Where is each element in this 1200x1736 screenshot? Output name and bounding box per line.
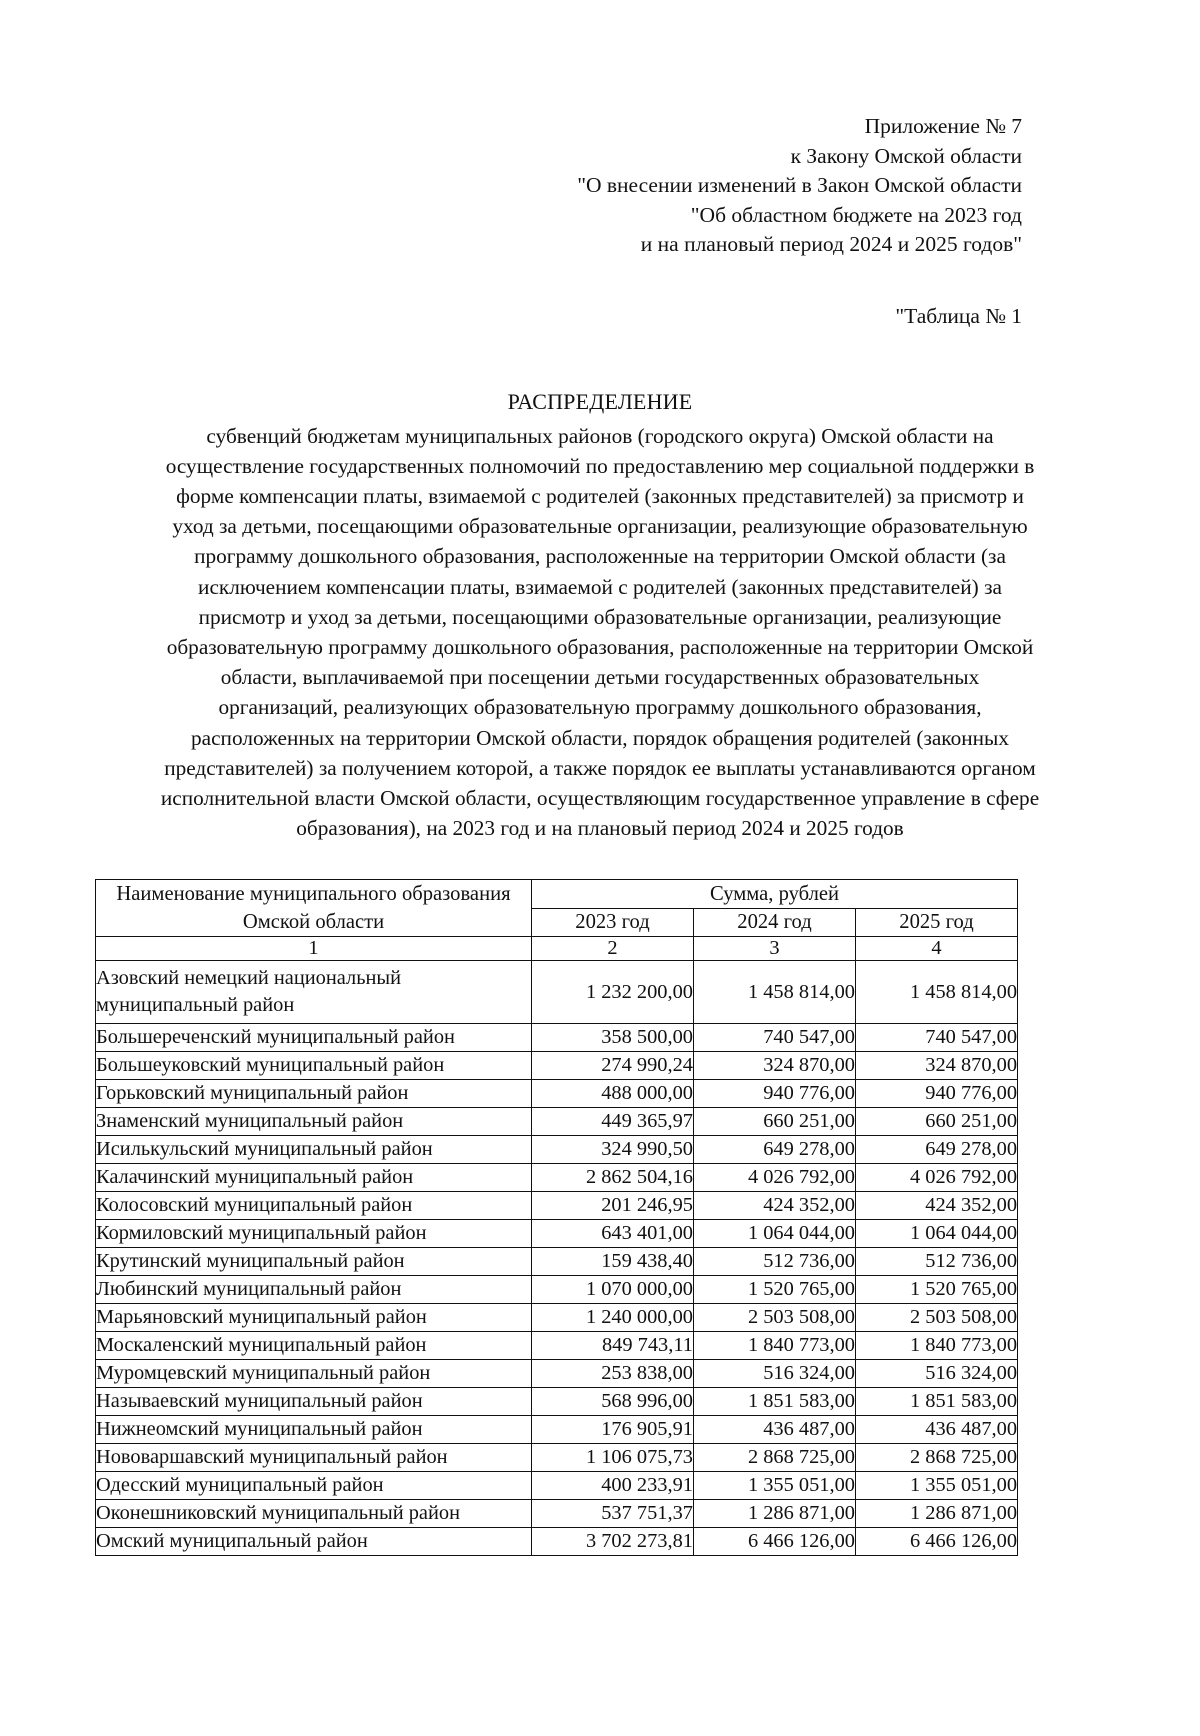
- cell-amount-2023: 3 702 273,81: [532, 1528, 694, 1556]
- cell-amount-2024: 6 466 126,00: [694, 1528, 856, 1556]
- body-paragraph-line: исключением компенсации платы, взимаемой с родителей (законных представителей) за: [198, 574, 1002, 599]
- cell-amount-2024: 649 278,00: [694, 1136, 856, 1164]
- cell-municipality-name: Оконешниковский муниципальный район: [96, 1500, 532, 1528]
- cell-municipality-name: Муромцевский муниципальный район: [96, 1360, 532, 1388]
- cell-amount-2025: 1 851 583,00: [856, 1388, 1018, 1416]
- cell-amount-2024: 1 286 871,00: [694, 1500, 856, 1528]
- cell-amount-2025: 1 840 773,00: [856, 1332, 1018, 1360]
- cell-amount-2023: 400 233,91: [532, 1472, 694, 1500]
- body-paragraph-line: расположенных на территории Омской области, порядок обращения родителей (законных: [191, 725, 1009, 750]
- cell-amount-2024: 940 776,00: [694, 1080, 856, 1108]
- distribution-table: [95, 879, 1018, 1556]
- header-year-2025: 2025 год: [856, 908, 1018, 937]
- cell-municipality-name: Большеуковский муниципальный район: [96, 1052, 532, 1080]
- body-paragraph-line: образования), на 2023 год и на плановый период 2024 и 2025 годов: [296, 816, 904, 841]
- cell-amount-2024: 1 064 044,00: [694, 1220, 856, 1248]
- table-row: [96, 1080, 1018, 1108]
- appendix-header: [0, 0, 1200, 260]
- cell-amount-2025: 512 736,00: [856, 1248, 1018, 1276]
- table-row: [96, 1024, 1018, 1052]
- cell-amount-2023: 2 862 504,16: [532, 1164, 694, 1192]
- cell-amount-2023: 643 401,00: [532, 1220, 694, 1248]
- cell-amount-2024: 4 026 792,00: [694, 1164, 856, 1192]
- body-paragraph-line: организаций, реализующих образовательную программу дошкольного образования,: [218, 695, 982, 720]
- cell-amount-2024: 512 736,00: [694, 1248, 856, 1276]
- cell-amount-2025: 324 870,00: [856, 1052, 1018, 1080]
- table-row: [96, 1304, 1018, 1332]
- cell-amount-2024: 740 547,00: [694, 1024, 856, 1052]
- cell-amount-2025: 1 520 765,00: [856, 1276, 1018, 1304]
- cell-municipality-name: Колосовский муниципальный район: [96, 1192, 532, 1220]
- cell-amount-2025: 649 278,00: [856, 1136, 1018, 1164]
- appendix-header-line: "О внесении изменений в Закон Омской области: [577, 173, 1022, 197]
- cell-amount-2024: 2 503 508,00: [694, 1304, 856, 1332]
- body-paragraph-line: осуществление государственных полномочий по предоставлению мер социальной поддержки в: [165, 453, 1035, 478]
- cell-amount-2024: 516 324,00: [694, 1360, 856, 1388]
- cell-municipality-name: Горьковский муниципальный район: [96, 1080, 532, 1108]
- cell-municipality-name: Большереченский муниципальный район: [96, 1024, 532, 1052]
- cell-municipality-name: Любинский муниципальный район: [96, 1276, 532, 1304]
- cell-amount-2023: 1 240 000,00: [532, 1304, 694, 1332]
- cell-amount-2023: 1 232 200,00: [532, 961, 694, 1024]
- cell-amount-2023: 159 438,40: [532, 1248, 694, 1276]
- table-header-row-1: [96, 880, 1018, 909]
- cell-amount-2024: 1 840 773,00: [694, 1332, 856, 1360]
- cell-amount-2025: 660 251,00: [856, 1108, 1018, 1136]
- table-column-numbering-row: [96, 937, 1018, 961]
- cell-amount-2025: 2 868 725,00: [856, 1444, 1018, 1472]
- table-row: [96, 1276, 1018, 1304]
- table-row: [96, 1332, 1018, 1360]
- cell-amount-2023: 849 743,11: [532, 1332, 694, 1360]
- body-paragraph-line: субвенций бюджетам муниципальных районов (городского округа) Омской области на: [206, 423, 994, 448]
- body-paragraph-line: исполнительной власти Омской области, осуществляющим государственное управление в сфере: [160, 785, 1040, 810]
- cell-municipality-name: Кормиловский муниципальный район: [96, 1220, 532, 1248]
- cell-municipality-name: Калачинский муниципальный район: [96, 1164, 532, 1192]
- table-head: [96, 880, 1018, 961]
- cell-amount-2024: 324 870,00: [694, 1052, 856, 1080]
- cell-amount-2025: 424 352,00: [856, 1192, 1018, 1220]
- column-number-2: 2: [532, 937, 694, 961]
- cell-amount-2023: 358 500,00: [532, 1024, 694, 1052]
- page-title: РАСПРЕДЕЛЕНИЕ: [507, 388, 693, 414]
- table-row: [96, 1136, 1018, 1164]
- column-number-3: 3: [694, 937, 856, 961]
- distribution-table-wrapper: [0, 879, 1200, 1556]
- column-number-1: 1: [96, 937, 532, 961]
- cell-amount-2023: 568 996,00: [532, 1388, 694, 1416]
- table-row: [96, 1528, 1018, 1556]
- cell-amount-2025: 436 487,00: [856, 1416, 1018, 1444]
- table-row: [96, 1052, 1018, 1080]
- appendix-header-line: "Об областном бюджете на 2023 год: [690, 202, 1022, 227]
- table-body: [96, 961, 1018, 1556]
- cell-municipality-name: Марьяновский муниципальный район: [96, 1304, 532, 1332]
- cell-amount-2023: 253 838,00: [532, 1360, 694, 1388]
- cell-amount-2025: 1 355 051,00: [856, 1472, 1018, 1500]
- appendix-header-line: Приложение № 7: [864, 114, 1022, 138]
- header-year-2023: 2023 год: [532, 908, 694, 937]
- cell-municipality-name: Нововаршавский муниципальный район: [96, 1444, 532, 1472]
- body-paragraph-line: программу дошкольного образования, расположенные на территории Омской области (за: [194, 544, 1006, 569]
- table-row: [96, 1220, 1018, 1248]
- cell-municipality-name: Омский муниципальный район: [96, 1528, 532, 1556]
- cell-amount-2023: 488 000,00: [532, 1080, 694, 1108]
- table-label: "Таблица № 1: [895, 303, 1022, 328]
- cell-amount-2025: 740 547,00: [856, 1024, 1018, 1052]
- cell-amount-2023: 324 990,50: [532, 1136, 694, 1164]
- table-row: [96, 1472, 1018, 1500]
- body-paragraph-line: образовательную программу дошкольного образования, расположенные на территории Омской: [166, 634, 1034, 659]
- cell-amount-2024: 1 355 051,00: [694, 1472, 856, 1500]
- cell-amount-2025: 4 026 792,00: [856, 1164, 1018, 1192]
- cell-municipality-name: Москаленский муниципальный район: [96, 1332, 532, 1360]
- cell-municipality-name: Нижнеомский муниципальный район: [96, 1416, 532, 1444]
- cell-amount-2024: 1 851 583,00: [694, 1388, 856, 1416]
- table-row: [96, 1416, 1018, 1444]
- cell-municipality-name: Называевский муниципальный район: [96, 1388, 532, 1416]
- cell-amount-2025: 516 324,00: [856, 1360, 1018, 1388]
- table-row: [96, 1388, 1018, 1416]
- cell-amount-2025: 1 458 814,00: [856, 961, 1018, 1024]
- cell-municipality-name: Азовский немецкий национальный муниципальный район: [96, 961, 532, 1024]
- cell-amount-2023: 1 070 000,00: [532, 1276, 694, 1304]
- table-row: [96, 1164, 1018, 1192]
- body-paragraph-line: уход за детьми, посещающими образовательные организации, реализующие образовательную: [172, 514, 1028, 539]
- cell-amount-2024: 1 520 765,00: [694, 1276, 856, 1304]
- body-paragraph-line: форме компенсации платы, взимаемой с родителей (законных представителей) за присмотр и: [176, 483, 1024, 508]
- body-paragraph: [145, 421, 1055, 844]
- table-row: [96, 1108, 1018, 1136]
- table-row: [96, 1444, 1018, 1472]
- cell-amount-2025: 1 064 044,00: [856, 1220, 1018, 1248]
- table-row: [96, 1192, 1018, 1220]
- table-row: [96, 1360, 1018, 1388]
- cell-amount-2025: 1 286 871,00: [856, 1500, 1018, 1528]
- appendix-header-line: к Закону Омской области: [790, 143, 1022, 168]
- appendix-header-line: и на плановый период 2024 и 2025 годов": [640, 232, 1022, 256]
- table-row: [96, 1500, 1018, 1528]
- header-sum-group: Сумма, рублей: [532, 880, 1018, 909]
- body-paragraph-line: присмотр и уход за детьми, посещающими образовательные организации, реализующие: [198, 604, 1002, 629]
- header-year-2024: 2024 год: [694, 908, 856, 937]
- cell-amount-2025: 6 466 126,00: [856, 1528, 1018, 1556]
- cell-amount-2023: 274 990,24: [532, 1052, 694, 1080]
- cell-amount-2023: 537 751,37: [532, 1500, 694, 1528]
- body-paragraph-line: области, выплачиваемой при посещении детьми государственных образовательных: [220, 665, 980, 690]
- cell-amount-2023: 201 246,95: [532, 1192, 694, 1220]
- cell-amount-2024: 660 251,00: [694, 1108, 856, 1136]
- body-paragraph-line: представителей) за получением которой, а также порядок ее выплаты устанавливаются органом: [164, 755, 1036, 780]
- cell-amount-2023: 1 106 075,73: [532, 1444, 694, 1472]
- cell-municipality-name: Крутинский муниципальный район: [96, 1248, 532, 1276]
- table-row: [96, 1248, 1018, 1276]
- header-municipality-name: Наименование муниципального образования Омской области: [96, 880, 532, 937]
- cell-amount-2024: 2 868 725,00: [694, 1444, 856, 1472]
- cell-amount-2024: 1 458 814,00: [694, 961, 856, 1024]
- cell-amount-2024: 436 487,00: [694, 1416, 856, 1444]
- cell-amount-2025: 2 503 508,00: [856, 1304, 1018, 1332]
- cell-amount-2024: 424 352,00: [694, 1192, 856, 1220]
- cell-municipality-name: Исилькульский муниципальный район: [96, 1136, 532, 1164]
- cell-municipality-name: Знаменский муниципальный район: [96, 1108, 532, 1136]
- cell-municipality-name: Одесский муниципальный район: [96, 1472, 532, 1500]
- table-row: [96, 961, 1018, 1024]
- cell-amount-2023: 176 905,91: [532, 1416, 694, 1444]
- cell-amount-2023: 449 365,97: [532, 1108, 694, 1136]
- cell-amount-2025: 940 776,00: [856, 1080, 1018, 1108]
- column-number-4: 4: [856, 937, 1018, 961]
